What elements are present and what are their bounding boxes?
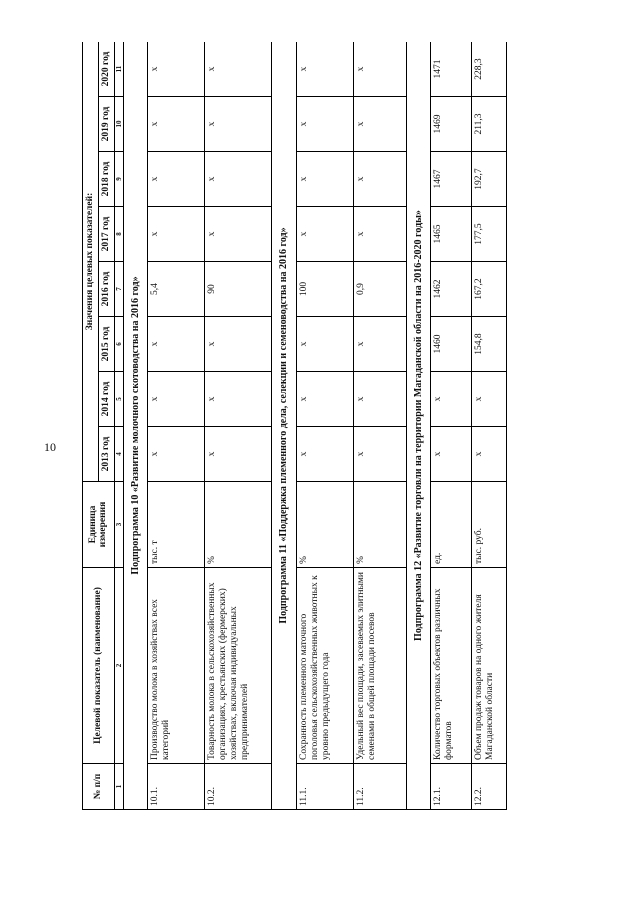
- row-value: х: [296, 152, 353, 207]
- row-unit: %: [296, 482, 353, 568]
- row-value: х: [296, 427, 353, 482]
- header-year: 2019 год: [98, 97, 114, 152]
- section-row: [123, 42, 148, 810]
- row-value: х: [296, 97, 353, 152]
- indicators-table: [82, 42, 507, 810]
- column-number: 10: [114, 97, 123, 152]
- row-value: 90: [205, 262, 272, 317]
- header-year: 2014 год: [98, 372, 114, 427]
- row-unit: тыс. т: [148, 482, 205, 568]
- row-value: х: [205, 317, 272, 372]
- row-value: х: [296, 207, 353, 262]
- column-number: 5: [114, 372, 123, 427]
- header-year: 2015 год: [98, 317, 114, 372]
- row-indicator: Количество торговых объектов различных форматов: [431, 568, 472, 764]
- row-indicator: Производство молока в хозяйствах всех категорий: [148, 568, 205, 764]
- row-value: 1469: [431, 97, 472, 152]
- row-value: х: [353, 152, 406, 207]
- column-number: 4: [114, 427, 123, 482]
- row-value: х: [205, 372, 272, 427]
- table-row: [472, 42, 507, 810]
- row-value: х: [353, 42, 406, 97]
- row-value: 100: [296, 262, 353, 317]
- row-value: х: [148, 372, 205, 427]
- row-value: х: [472, 427, 507, 482]
- header-values-title: Значения целевых показателей:: [83, 42, 99, 482]
- row-value: 1471: [431, 42, 472, 97]
- row-value: х: [148, 152, 205, 207]
- row-value: х: [431, 427, 472, 482]
- column-number: 1: [114, 764, 123, 810]
- table-row: [431, 42, 472, 810]
- column-number: 8: [114, 207, 123, 262]
- row-value: х: [148, 427, 205, 482]
- row-value: х: [353, 372, 406, 427]
- header-num: № п/п: [83, 764, 115, 810]
- row-value: 177,5: [472, 207, 507, 262]
- row-value: 211,3: [472, 97, 507, 152]
- table-row: [148, 42, 205, 810]
- row-number: 11.1.: [296, 764, 353, 810]
- table-row: [296, 42, 353, 810]
- row-value: х: [353, 427, 406, 482]
- row-indicator: Товарность молока в сельскохозяйственных организациях, крестьянских (фермерских) хозяйствах, включая индивидуальных предпринимателей: [205, 568, 272, 764]
- row-indicator: Сохранность племенного маточного поголовья сельскохозяйственных животных к уровню предыдущего года: [296, 568, 353, 764]
- row-value: х: [353, 317, 406, 372]
- row-value: х: [148, 42, 205, 97]
- row-value: 1460: [431, 317, 472, 372]
- column-number: 6: [114, 317, 123, 372]
- row-value: 1467: [431, 152, 472, 207]
- header-year: 2013 год: [98, 427, 114, 482]
- row-value: х: [296, 317, 353, 372]
- row-value: х: [205, 42, 272, 97]
- section-title: Подпрограмма 11 «Поддержка племенного дела, селекции и семеноводства на 2016 год»: [272, 42, 297, 810]
- row-value: 1462: [431, 262, 472, 317]
- row-value: х: [205, 207, 272, 262]
- section-row: [406, 42, 431, 810]
- row-value: 154,8: [472, 317, 507, 372]
- row-value: 1465: [431, 207, 472, 262]
- header-year: 2018 год: [98, 152, 114, 207]
- header-year: 2020 год: [98, 42, 114, 97]
- row-value: х: [205, 152, 272, 207]
- row-value: х: [296, 42, 353, 97]
- row-value: х: [296, 372, 353, 427]
- section-row: [272, 42, 297, 810]
- table-row: [353, 42, 406, 810]
- row-number: 10.2.: [205, 764, 272, 810]
- row-unit: %: [353, 482, 406, 568]
- row-value: х: [148, 97, 205, 152]
- section-title: Подпрограмма 10 «Развитие молочного скотоводства на 2016 год»: [123, 42, 148, 810]
- row-value: 192,7: [472, 152, 507, 207]
- row-value: 228,3: [472, 42, 507, 97]
- row-value: х: [205, 427, 272, 482]
- column-number: 7: [114, 262, 123, 317]
- table-viewport: [82, 42, 616, 810]
- section-title: Подпрограмма 12 «Развитие торговли на территории Магаданской области на 2016-2020 годы»: [406, 42, 431, 810]
- page-number: 10: [44, 440, 56, 454]
- table-sheet: [82, 42, 616, 810]
- header-indicator: Целевой показатель (наименование): [83, 568, 115, 764]
- row-number: 12.1.: [431, 764, 472, 810]
- row-indicator: Удельный вес площади, засеваемых элитными семенами в общей площади посевов: [353, 568, 406, 764]
- row-value: х: [353, 97, 406, 152]
- column-number: 9: [114, 152, 123, 207]
- header-unit: Единица измерения: [83, 482, 115, 568]
- row-unit: ед.: [431, 482, 472, 568]
- row-value: 0,9: [353, 262, 406, 317]
- row-unit: %: [205, 482, 272, 568]
- row-value: х: [148, 207, 205, 262]
- row-value: х: [353, 207, 406, 262]
- row-indicator: Объем продаж товаров на одного жителя Магаданской области: [472, 568, 507, 764]
- column-number: 11: [114, 42, 123, 97]
- row-value: х: [205, 97, 272, 152]
- row-number: 10.1.: [148, 764, 205, 810]
- column-number: 3: [114, 482, 123, 568]
- row-value: х: [472, 372, 507, 427]
- row-value: 5,4: [148, 262, 205, 317]
- table-row: [205, 42, 272, 810]
- row-number: 11.2.: [353, 764, 406, 810]
- row-value: х: [148, 317, 205, 372]
- header-year: 2017 год: [98, 207, 114, 262]
- row-number: 12.2.: [472, 764, 507, 810]
- header-year: 2016 год: [98, 262, 114, 317]
- column-number: 2: [114, 568, 123, 764]
- row-value: х: [431, 372, 472, 427]
- row-unit: тыс. руб.: [472, 482, 507, 568]
- row-value: 167,2: [472, 262, 507, 317]
